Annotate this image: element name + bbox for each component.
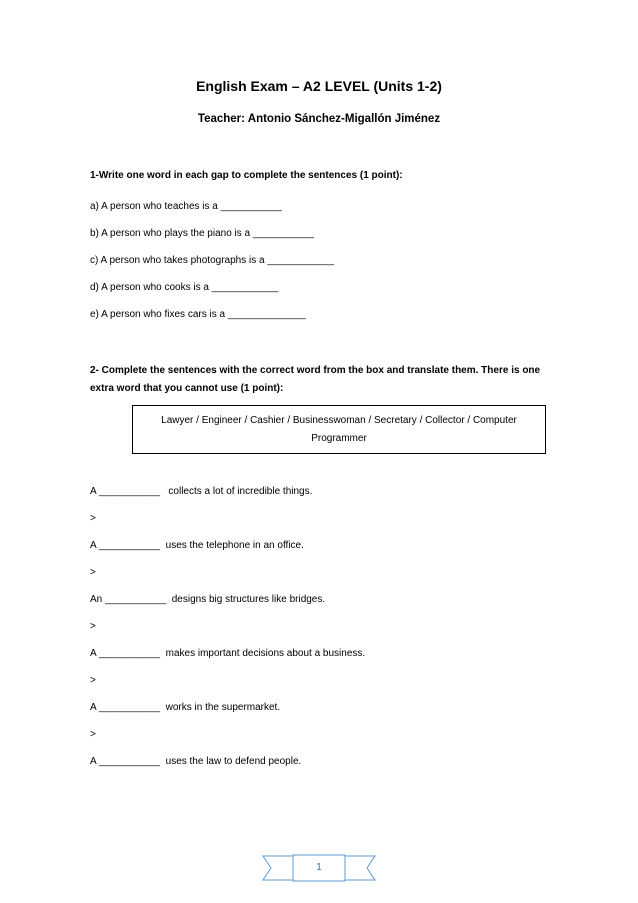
section2-answer-5: > [90, 729, 96, 740]
section2-item-5: A ___________ works in the supermarket. [90, 702, 281, 713]
section2-answer-2: > [90, 567, 96, 578]
section2-item-2: A ___________ uses the telephone in an office. [90, 540, 304, 551]
section1-item-d: d) A person who cooks is a ____________ [90, 282, 279, 293]
word-box: Lawyer / Engineer / Cashier / Businesswoman / Secretary / Collector / Computer Programmer [132, 405, 546, 454]
teacher-name: Teacher: Antonio Sánchez-Migallón Jiménez [197, 113, 441, 125]
ribbon-right-tail [345, 856, 375, 880]
section1-item-b: b) A person who plays the piano is a ___________ [90, 228, 315, 239]
section2-answer-3: > [90, 621, 96, 632]
section2-answer-1: > [90, 513, 96, 524]
section2-item-4: A ___________ makes important decisions about a business. [90, 648, 366, 659]
section2-item-6: A ___________ uses the law to defend people. [90, 756, 302, 767]
section1-instruction: 1-Write one word in each gap to complete the sentences (1 point): [90, 170, 403, 181]
section2-item-3: An ___________ designs big structures like bridges. [90, 594, 326, 605]
section2-item-1: A ___________ collects a lot of incredible things. [90, 486, 313, 497]
section1-item-c: c) A person who takes photographs is a ____________ [90, 255, 335, 266]
ribbon-left-tail [263, 856, 293, 880]
page-number: 1 [316, 862, 322, 873]
section1-item-a: a) A person who teaches is a ___________ [90, 201, 282, 212]
exam-title: English Exam – A2 LEVEL (Units 1-2) [196, 78, 442, 94]
section2-instruction: 2- Complete the sentences with the correct word from the box and translate them. There is one extra word that you cannot use (1 point): [90, 365, 541, 394]
section1-item-e: e) A person who fixes cars is a ______________ [90, 309, 306, 320]
section2-answer-4: > [90, 675, 96, 686]
